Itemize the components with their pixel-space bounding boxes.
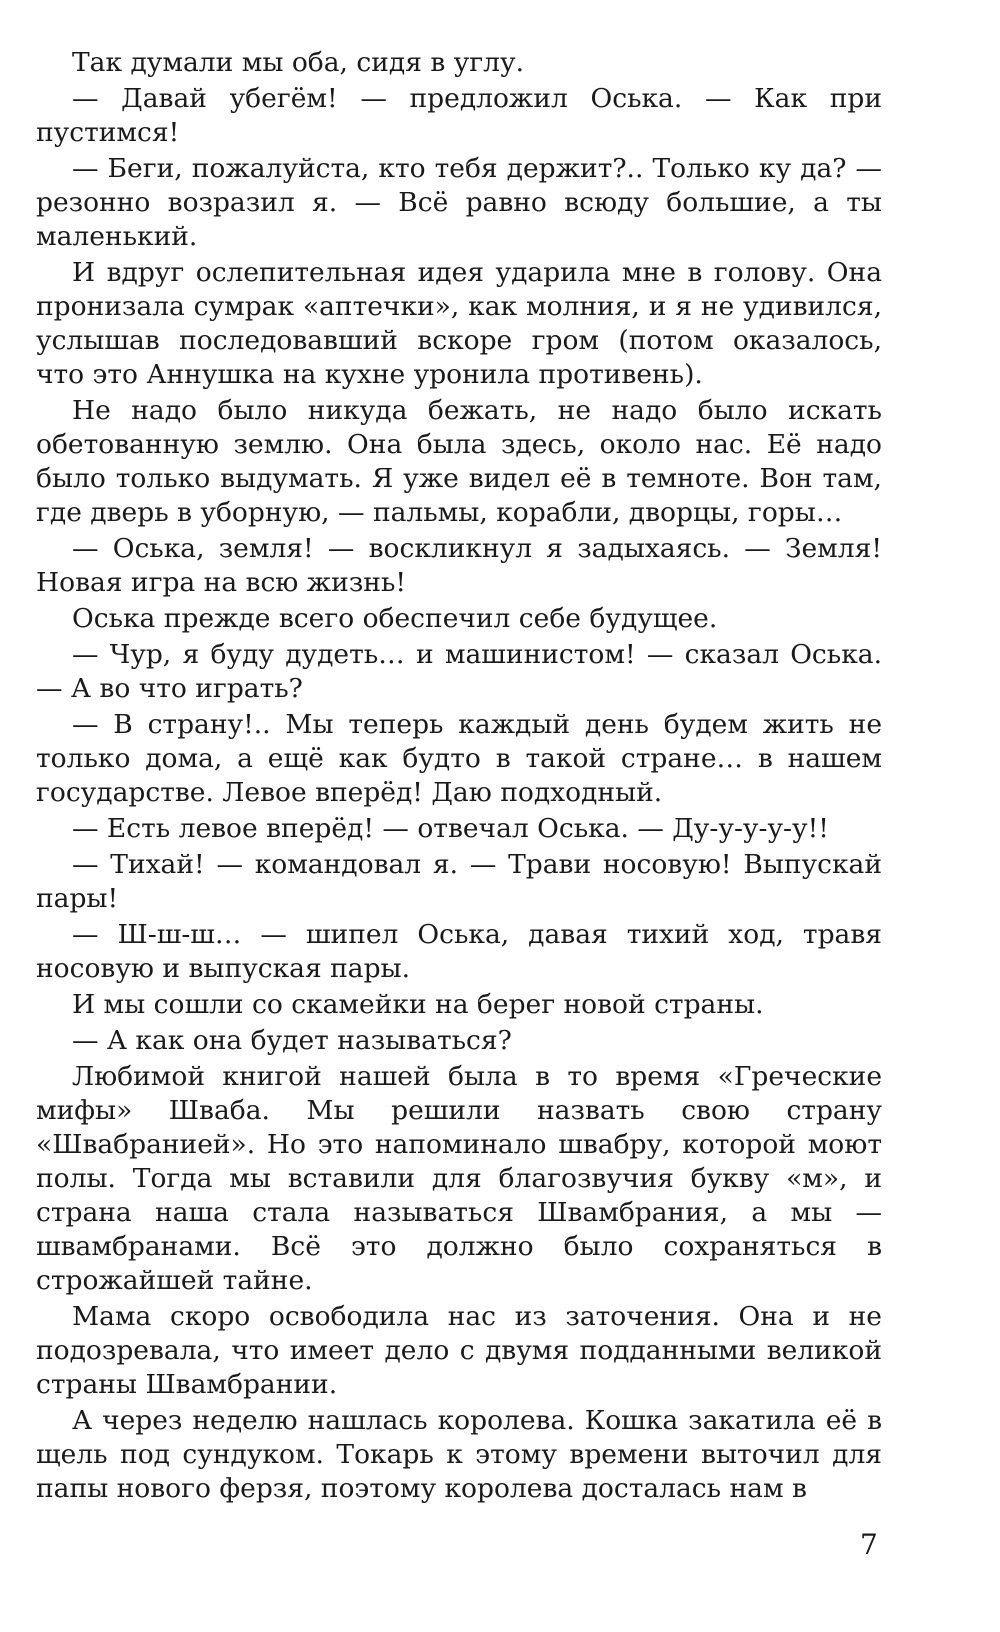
paragraph: — Тихай! — командовал я. — Трави носовую! Выпускай пары! — [36, 849, 882, 914]
paragraph: И мы сошли со скамейки на берег новой страны. — [72, 989, 764, 1020]
paragraph: — Беги, пожалуйста, кто тебя держит?.. Только ку да? — резонно возразил я. — Всё равно всюду большие, а ты маленький. — [36, 153, 882, 252]
paragraph: — Чур, я буду дудеть… и машинистом! — сказал Оська. — А во что играть? — [36, 639, 882, 704]
paragraph: Любимой книгой нашей была в то время «Греческие мифы» Шваба. Мы решили назвать свою страну «Швабранией». Но это напоминало швабру, которой моют полы. Тогда мы вставили для благозвучия букву «м», и страна наша стала называться Швамбрания, а мы — швамбранами. Всё это должно было сохраняться в строжайшей тайне. — [36, 1061, 882, 1296]
paragraph: — Есть левое вперёд! — отвечал Оська. — Ду-у-у-у-у!! — [72, 813, 829, 844]
paragraph: Не надо было никуда бежать, не надо было искать обетованную землю. Она была здесь, около нас. Её надо было только выдумать. Я уже видел её в темноте. Вон там, где дверь в уборную, — пальмы, корабли, дворцы, горы… — [36, 395, 882, 528]
paragraph: — Оська, земля! — воскликнул я задыхаясь. — Земля! Новая игра на всю жизнь! — [36, 533, 882, 598]
paragraph: Мама скоро освободила нас из заточения. Она и не подозревала, что имеет дело с двумя подданными великой страны Швамбрании. — [36, 1301, 882, 1400]
paragraph: Так думали мы оба, сидя в углу. — [72, 47, 525, 78]
paragraph: — В страну!.. Мы теперь каждый день будем жить не только дома, а ещё как будто в такой стране… в нашем государстве. Левое вперёд! Даю подходный. — [36, 709, 882, 808]
paragraph: — Ш-ш-ш… — шипел Оська, давая тихий ход, травя носовую и выпуская пары. — [36, 919, 882, 984]
page-number: 7 — [860, 1528, 878, 1561]
paragraph: А через неделю нашлась королева. Кошка закатила её в щель под сундуком. Токарь к этому времени выточил для папы нового ферзя, поэтому королева досталась нам в — [36, 1405, 882, 1504]
paragraph: — Давай убегём! — предложил Оська. — Как при пустимся! — [36, 83, 882, 148]
paragraph: — А как она будет называться? — [72, 1025, 512, 1056]
paragraph: Оська прежде всего обеспечил себе будущее. — [72, 603, 718, 634]
paragraph: И вдруг ослепительная идея ударила мне в голову. Она пронизала сумрак «аптечки», как молния, и я не удивился, услышав последовавший вскоре гром (потом оказалось, что это Аннушка на кухне уронила противень). — [36, 257, 882, 390]
page-body — [36, 46, 882, 1508]
